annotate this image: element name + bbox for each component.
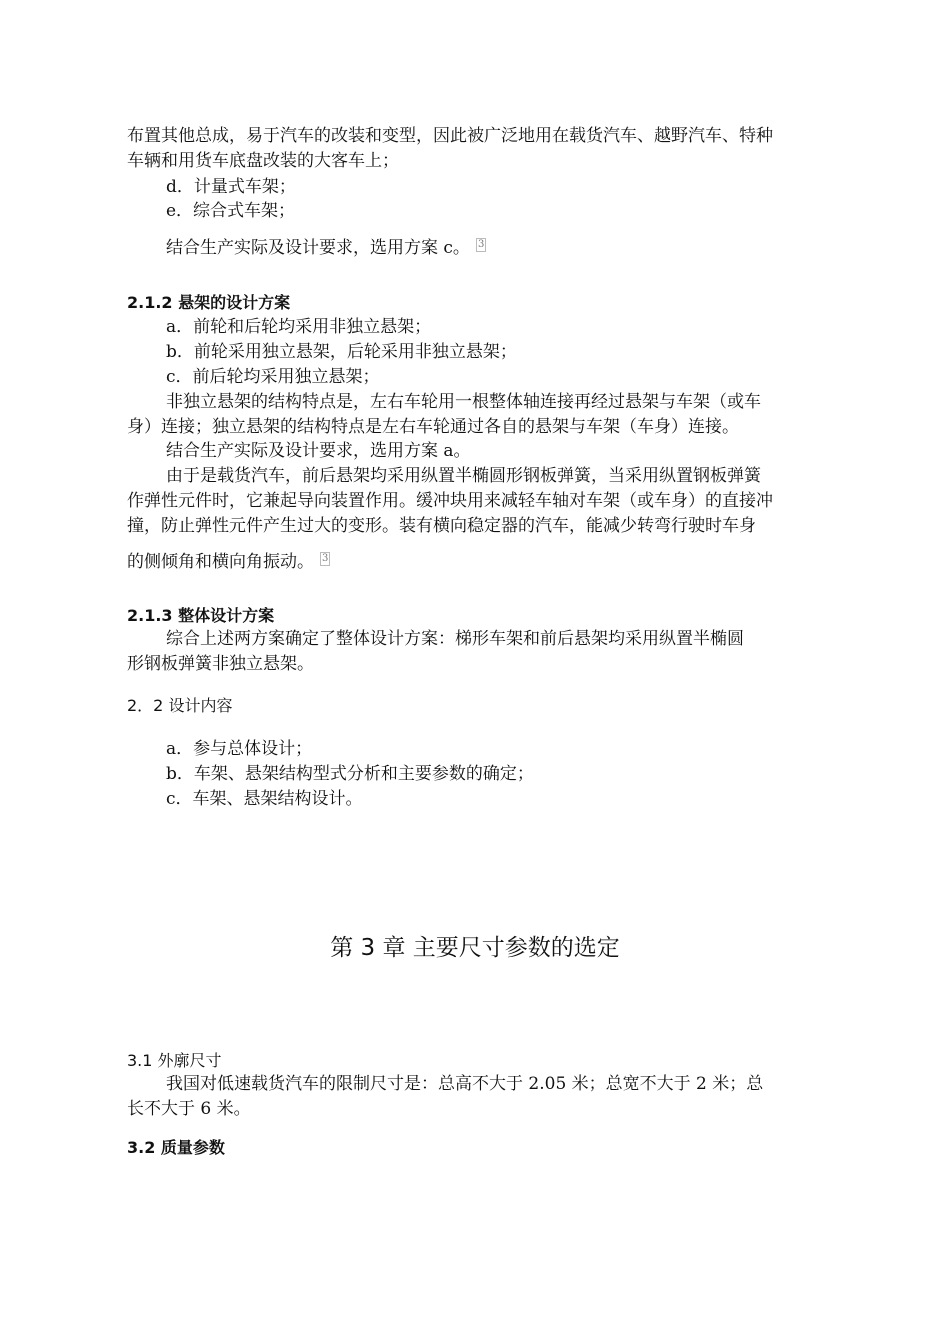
citation-mark: 3 xyxy=(322,553,329,564)
paragraph-text: 的侧倾角和横向角振动。 xyxy=(127,552,314,572)
paragraph-line: 综合上述两方案确定了整体设计方案：梯形车架和前后悬架均采用纵置半椭圆 xyxy=(166,629,744,649)
list-item: b．车架、悬架结构型式分析和主要参数的确定； xyxy=(166,764,534,784)
section-heading: 2.1.2 悬架的设计方案 xyxy=(127,293,291,312)
choice-text: 结合生产实际及设计要求，选用方案 c。 xyxy=(166,238,470,258)
list-item: d．计量式车架； xyxy=(166,177,296,197)
citation-mark: 3 xyxy=(477,239,485,250)
paragraph-line: 身）连接；独立悬架的结构特点是左右车轮通过各自的悬架与车架（车身）连接。 xyxy=(127,417,739,437)
paragraph-line: 布置其他总成，易于汽车的改装和变型，因此被广泛地用在载货汽车、越野汽车、特种 xyxy=(127,126,773,146)
paragraph-line: 结合生产实际及设计要求，选用方案 a。 xyxy=(166,441,471,461)
paragraph-line: 撞，防止弹性元件产生过大的变形。装有横向稳定器的汽车，能减少转弯行驶时车身 xyxy=(127,516,756,536)
section-heading: 3.2 质量参数 xyxy=(127,1138,225,1157)
section-heading: 3.1 外廓尺寸 xyxy=(127,1051,222,1070)
paragraph-line xyxy=(127,551,827,574)
paragraph-line: 车辆和用货车底盘改装的大客车上； xyxy=(127,151,399,171)
paragraph-line: 非独立悬架的结构特点是，左右车轮用一根整体轴连接再经过悬架与车架（或车 xyxy=(166,392,761,412)
paragraph-line: 由于是载货汽车，前后悬架均采用纵置半椭圆形钢板弹簧，当采用纵置钢板弹簧 xyxy=(166,466,761,486)
section-heading: 2．2 设计内容 xyxy=(127,696,233,715)
list-item: a．前轮和后轮均采用非独立悬架； xyxy=(166,317,432,337)
section-heading: 2.1.3 整体设计方案 xyxy=(127,606,275,625)
list-item: b．前轮采用独立悬架，后轮采用非独立悬架； xyxy=(166,342,517,362)
paragraph-line: 我国对低速载货汽车的限制尺寸是：总高不大于 2.05 米；总宽不大于 2 米；总 xyxy=(166,1074,764,1094)
paragraph-line: 长不大于 6 米。 xyxy=(127,1099,251,1119)
list-item: c．车架、悬架结构设计。 xyxy=(166,789,363,809)
paragraph-line: 形钢板弹簧非独立悬架。 xyxy=(127,654,314,674)
list-item: c．前后轮均采用独立悬架； xyxy=(166,367,380,387)
chapter-title: 第 3 章 主要尺寸参数的选定 xyxy=(330,935,620,961)
list-item: a．参与总体设计； xyxy=(166,739,313,759)
list-item: e．综合式车架； xyxy=(166,201,296,221)
paragraph-line xyxy=(166,237,866,260)
paragraph-line: 作弹性元件时，它兼起导向装置作用。缓冲块用来减轻车轴对车架（或车身）的直接冲 xyxy=(127,491,773,511)
